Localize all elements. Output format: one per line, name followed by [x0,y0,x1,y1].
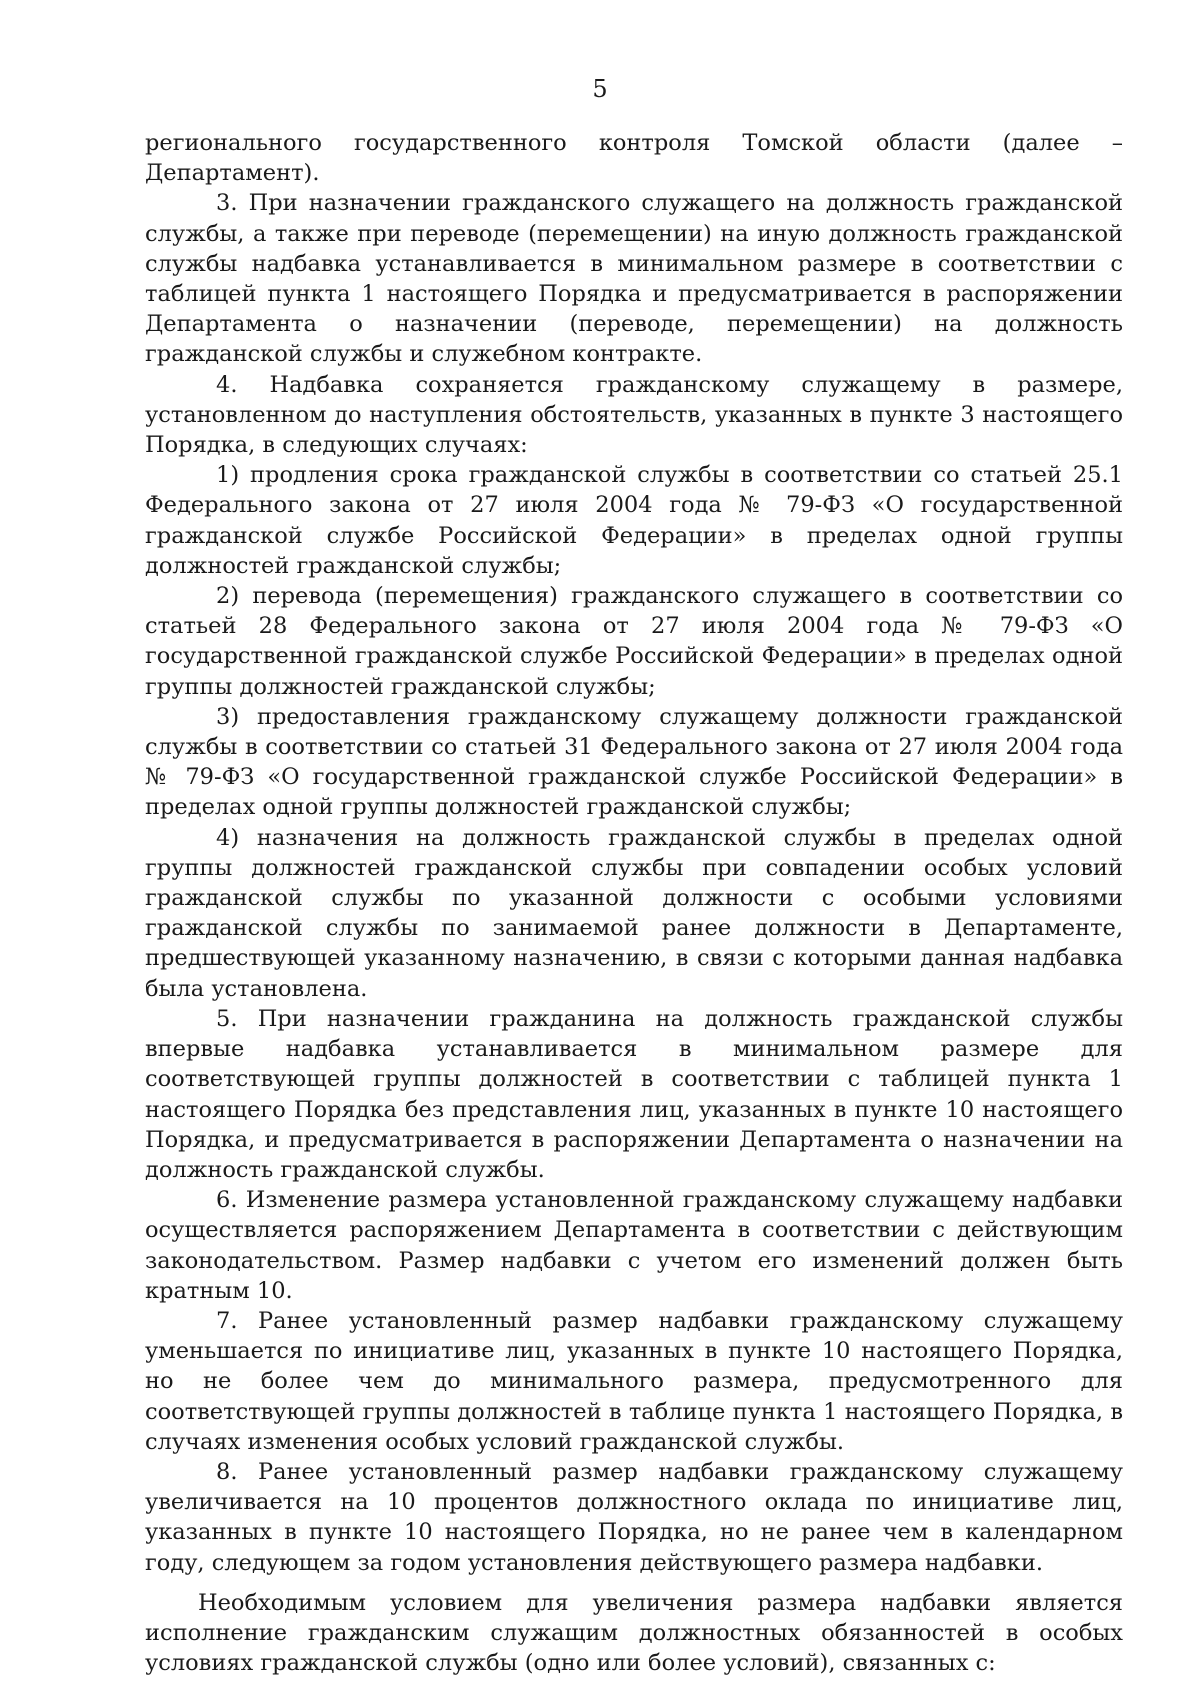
paragraph-subitem-1: 1) продления срока гражданской службы в соответствии со статьей 25.1 Федерального закона от 27 июля 2004 года № 79-ФЗ «О государственной гражданской службе Российской Федерации» в пределах одной группы должностей гражданской службы; [145,462,1123,579]
paragraph-item-5: 5. При назначении гражданина на должность гражданской службы впервые надбавка устанавливается в минимальном размере для соответствующей группы должностей в соответствии с таблицей пункта 1 настоящего Порядка без представления лиц, указанных в пункте 10 настоящего Порядка, и предусматривается в распоряжении Департамента о назначении на должность гражданской службы. [145,1005,1123,1183]
paragraph-subitem-4: 4) назначения на должность гражданской службы в пределах одной группы должностей гражданской службы при совпадении особых условий гражданской службы по указанной должности с особыми условиями гражданской службы по занимаемой ранее должности в Департаменте, предшествующей указанному назначению, в связи с которыми данная надбавка была установлена. [145,824,1123,1002]
paragraph-item-4: 4. Надбавка сохраняется гражданскому служащему в размере, установленном до наступления обстоятельств, указанных в пункте 3 настоящего Порядка, в следующих случаях: [145,371,1123,459]
page-number: 5 [592,75,608,103]
paragraph-condition: Необходимым условием для увеличения размера надбавки является исполнение гражданским служащим должностных обязанностей в особых условиях гражданской службы (одно или более условий), связанных с: [145,1589,1123,1677]
paragraph-continuation: регионального государственного контроля Томской области (далее – Департамент). [145,130,1123,187]
paragraph-item-7: 7. Ранее установленный размер надбавки гражданскому служащему уменьшается по инициативе лиц, указанных в пункте 10 настоящего Порядка, но не более чем до минимального размера, предусмотренного для соответствующей группы должностей в таблице пункта 1 настоящего Порядка, в случаях изменения особых условий гражданской службы. [145,1307,1123,1455]
document-body [145,128,1123,1678]
paragraph-item-8: 8. Ранее установленный размер надбавки гражданскому служащему увеличивается на 10 процентов должностного оклада по инициативе лиц, указанных в пункте 10 настоящего Порядка, но не ранее чем в календарном году, следующем за годом установления действующего размера надбавки. [145,1458,1123,1576]
paragraph-subitem-3: 3) предоставления гражданскому служащему должности гражданской службы в соответствии со статьей 31 Федерального закона от 27 июля 2004 года № 79-ФЗ «О государственной гражданской службе Российской Федерации» в пределах одной группы должностей гражданской службы; [145,703,1123,821]
paragraph-item-3: 3. При назначении гражданского служащего на должность гражданской службы, а также при переводе (перемещении) на иную должность гражданской службы надбавка устанавливается в минимальном размере в соответствии с таблицей пункта 1 настоящего Порядка и предусматривается в распоряжении Департамента о назначении (переводе, перемещении) на должность гражданской службы и служебном контракте. [145,190,1123,368]
paragraph-item-6: 6. Изменение размера установленной гражданскому служащему надбавки осуществляется распоряжением Департамента в соответствии с действующим законодательством. Размер надбавки с учетом его изменений должен быть кратным 10. [145,1187,1123,1304]
paragraph-subitem-2: 2) перевода (перемещения) гражданского служащего в соответствии со статьей 28 Федерального закона от 27 июля 2004 года № 79-ФЗ «О государственной гражданской службе Российской Федерации» в пределах одной группы должностей гражданской службы; [145,583,1123,700]
